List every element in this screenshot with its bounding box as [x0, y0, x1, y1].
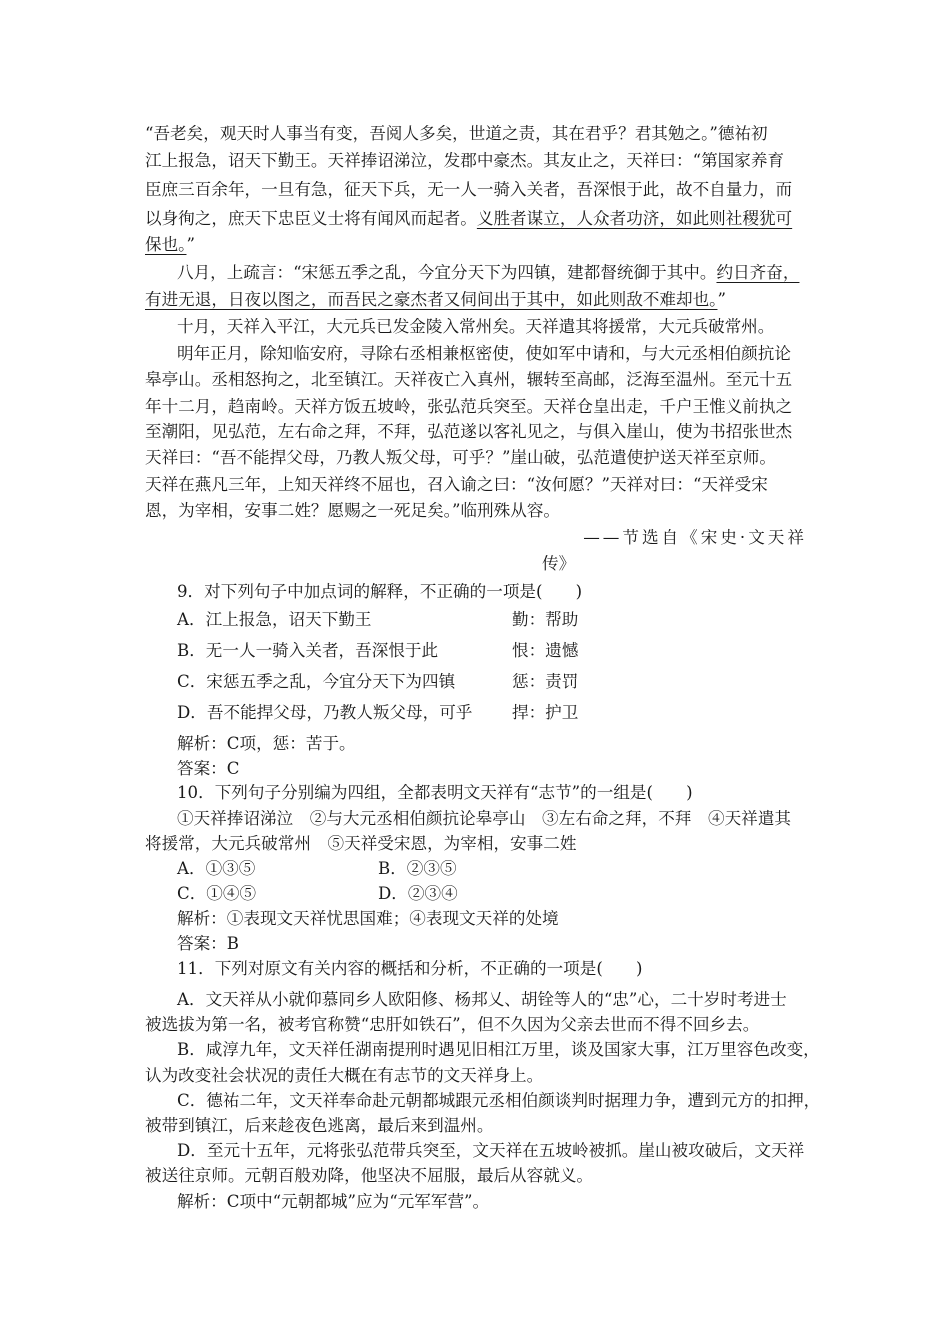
underlined-sentence: 约日齐奋， — [716, 263, 800, 282]
passage-line — [145, 289, 726, 311]
q11-analysis: 解析：C项中“元朝都城”应为“元军军营”。 — [177, 1192, 490, 1211]
passage-line: 皋亭山。丞相怒拘之，北至镇江。天祥夜亡入真州，辗转至高邮，泛海至温州。至元十五 — [145, 370, 793, 389]
passage-line: 天祥曰：“吾不能捍父母，乃教人叛父母，可乎？”崖山破，弘范遣使护送天祥至京师。 — [145, 448, 776, 467]
passage-text: 以身徇之，庶天下忠臣义士将有闻风而起者。 — [145, 209, 477, 228]
passage-line: 江上报急，诏天下勤王。天祥捧诏涕泣，发郡中豪杰。其友止之，天祥曰：“第国家养育 — [145, 151, 785, 170]
underlined-sentence: 保也。 — [145, 235, 187, 254]
question-11-stem: 11．下列对原文有关内容的概括和分析，不正确的一项是( ) — [177, 959, 643, 978]
source-citation: ——节选自《宋史·文天祥 — [583, 528, 807, 547]
passage-line — [177, 262, 799, 284]
q9-gloss-b: 恨：遗憾 — [512, 641, 579, 660]
q10-option-c: C．①④⑤ — [177, 884, 257, 903]
question-9-stem: 9．对下列句子中加点词的解释，不正确的一项是( ) — [177, 582, 583, 601]
q10-answer: 答案：B — [177, 934, 239, 953]
passage-text: 八月，上疏言：“宋惩五季之乱，今宜分天下为四镇，建都督统御于其中。 — [177, 263, 717, 282]
q10-items: 将援常，大元兵破常州 ⑤天祥受宋恩，为宰相，安事二姓 — [145, 834, 577, 853]
q10-option-b: B．②③⑤ — [378, 859, 457, 878]
q9-answer: 答案：C — [177, 759, 240, 778]
q9-option-b: B．无一人一骑入关者，吾深恨于此 — [177, 641, 439, 660]
q9-gloss-c: 惩：责罚 — [512, 672, 579, 691]
q11-option-b: 认为改变社会状况的责任大概在有志节的文天祥身上。 — [145, 1066, 544, 1085]
passage-line: 年十二月，趋南岭。天祥方饭五坡岭，张弘范兵突至。天祥仓皇出走，千户王惟义前执之 — [145, 397, 793, 416]
q9-gloss-a: 勤：帮助 — [512, 610, 579, 629]
underlined-sentence: 有进无退，日夜以图之，而吾民之豪杰者又伺间出于其中，如此则敌不难却也。 — [145, 290, 718, 309]
q11-option-c: C．德祐二年，文天祥奉命赴元朝都城跟元丞相伯颜谈判时据理力争，遭到元方的扣押， — [177, 1091, 821, 1110]
q9-option-a: A．江上报急，诏天下勤王 — [177, 610, 372, 629]
passage-line: 天祥在燕凡三年，上知天祥终不屈也，召入谕之曰：“汝何愿？”天祥对曰：“天祥受宋 — [145, 475, 768, 494]
q10-option-d: D．②③④ — [378, 884, 458, 903]
q10-items: ①天祥捧诏涕泣 ②与大元丞相伯颜抗论皋亭山 ③左右命之拜，不拜 ④天祥遣其 — [177, 809, 791, 828]
passage-line: 明年正月，除知临安府，寻除右丞相兼枢密使，使如军中请和，与大元丞相伯颜抗论 — [177, 344, 791, 363]
underlined-sentence: 义胜者谋立，人众者功济，如此则社稷犹可 — [476, 209, 793, 228]
q11-option-d: 被送往京师。元朝百般劝降，他坚决不屈服，最后从容就义。 — [145, 1166, 594, 1185]
q11-option-a: A．文天祥从小就仰慕同乡人欧阳修、杨邦乂、胡铨等人的“忠”心，二十岁时考进士 — [177, 990, 787, 1009]
q9-option-d: D．吾不能捍父母，乃教人叛父母，可乎 — [177, 703, 473, 722]
q11-option-d: D．至元十五年，元将张弘范带兵突至，文天祥在五坡岭被抓。崖山被攻破后，文天祥 — [177, 1141, 805, 1160]
passage-line: 十月，天祥入平江，大元兵已发金陵入常州矣。天祥遣其将援常，大元兵破常州。 — [177, 317, 775, 336]
q11-option-a: 被选拔为第一名，被考官称赞“忠肝如铁石”，但不久因为父亲去世而不得不回乡去。 — [145, 1015, 760, 1034]
passage-line — [145, 208, 792, 230]
passage-line: 恩，为宰相，安事二姓？愿赐之一死足矣。”临刑殊从容。 — [145, 501, 561, 520]
passage-text: ” — [186, 235, 195, 254]
passage-line: “吾老矣，观天时人事当有变，吾阅人多矣，世道之责，其在君乎？君其勉之。”德祐初 — [145, 124, 768, 143]
source-citation: 传》 — [542, 554, 576, 573]
q9-gloss-d: 捍：护卫 — [512, 703, 579, 722]
passage-text: ” — [717, 290, 726, 309]
q11-option-c: 被带到镇江，后来趁夜色逃离，最后来到温州。 — [145, 1116, 494, 1135]
q10-analysis: 解析：①表现文天祥忧思国难；④表现文天祥的处境 — [177, 909, 559, 928]
passage-line: 至潮阳，见弘范，左右命之拜，不拜，弘范遂以客礼见之，与俱入崖山，使为书招张世杰 — [145, 422, 793, 441]
question-10-stem: 10．下列句子分别编为四组，全都表明文天祥有“志节”的一组是( ) — [177, 783, 693, 802]
passage-line: 臣庶三百余年，一旦有急，征天下兵，无一人一骑入关者，吾深恨于此，故不自量力，而 — [145, 180, 793, 199]
passage-line — [145, 234, 195, 256]
q11-option-b: B．咸淳九年，文天祥任湖南提刑时遇见旧相江万里，谈及国家大事，江万里容色改变， — [177, 1040, 820, 1059]
q10-option-a: A．①③⑤ — [177, 859, 256, 878]
q9-option-c: C．宋惩五季之乱，今宜分天下为四镇 — [177, 672, 456, 691]
q9-analysis: 解析：C项，惩：苦于。 — [177, 734, 356, 753]
